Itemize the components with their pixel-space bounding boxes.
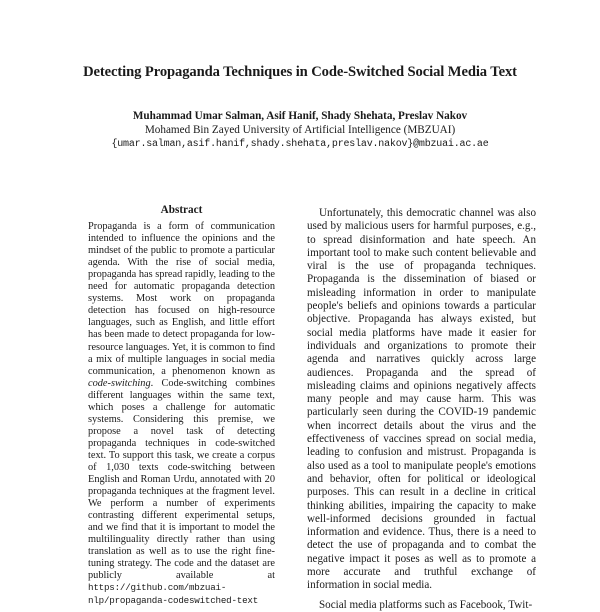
author-emails: {umar.salman,asif.hanif,shady.shehata,preslav.nakov}@mbzuai.ac.ae [111, 139, 489, 150]
affiliation: Mohamed Bin Zayed University of Artificial Intelligence (MBZUAI) [144, 124, 456, 136]
intro-paragraph-1: Unfortunately, this democratic channel was also used by malicious users for harmful purposes, e.g., to spread disinformation and hate speech. An important tool to make such content believable and viral is the use of propaganda techniques. Propaganda is the dissemination of biased or misleading information in order to manipulate people's beliefs and opinions towards a particular objective. Propaganda has always existed, but social media platforms have made it easier for individuals and organizations to promote their agenda and narratives quickly across large audiences. Propaganda and the spread of misleading claims and opinions negatively affects many people and may cause harm. This was particularly seen during the COVID-19 pandemic when incorrect details about the virus and the effectiveness of vaccines spread on social media, leading to confusion and mistrust. Propaganda is also used as a tool to manipulate people's emotions and behavior, often for political or ideological purposes. This can result in a decline in critical thinking abilities, impairing the capacity to make well-informed decisions grounded in factual information and evidence. Thus, there is a need to detect the use of propaganda and to combat the negative impact it poses as well as to promote a more accurate and truthful exchange of information in social media. [307, 207, 536, 592]
abstract-text [88, 221, 275, 607]
abstract-emphasis: code-switching [88, 377, 151, 389]
abstract-heading: Abstract [160, 204, 203, 216]
abstract-text-part1: Propaganda is a form of communication intended to influence the opinions and the mindset of the public to promote a particular agenda. With the rise of social media, propaganda has spread rapidly, leading to the need for automatic propaganda detection systems. Most work on propaganda detection has focused on high-resource languages, such as English, and little effort has been made to detect propaganda for low-resource languages. Yet, it is common to find a mix of multiple languages in social media communication, a phenomenon known as [88, 221, 275, 377]
intro-paragraph-2: Social media platforms such as Facebook, Twit- [319, 598, 533, 611]
code-url-link[interactable]: https://github.com/mbzuai-nlp/propaganda-codeswitched-text [88, 582, 259, 606]
author-list: Muhammad Umar Salman, Asif Hanif, Shady Shehata, Preslav Nakov [132, 110, 468, 122]
paper-title: Detecting Propaganda Techniques in Code-Switched Social Media Text [83, 64, 517, 80]
abstract-column [88, 204, 275, 607]
abstract-text-part2: . Code-switching combines different languages within the same text, which poses a challenge for automatic systems. Considering this premise, we propose a novel task of detecting propaganda techniques in code-switched text. To support this task, we create a corpus of 1,030 texts code-switching between English and Roman Urdu, annotated with 20 propaganda techniques at the fragment level. We perform a number of experiments contrasting different experimental setups, and we find that it is important to model the multilinguality directly rather than using translation as well as to use the right fine-tuning strategy. The code and the dataset are publicly available at [88, 377, 275, 582]
intro-column [307, 207, 536, 612]
